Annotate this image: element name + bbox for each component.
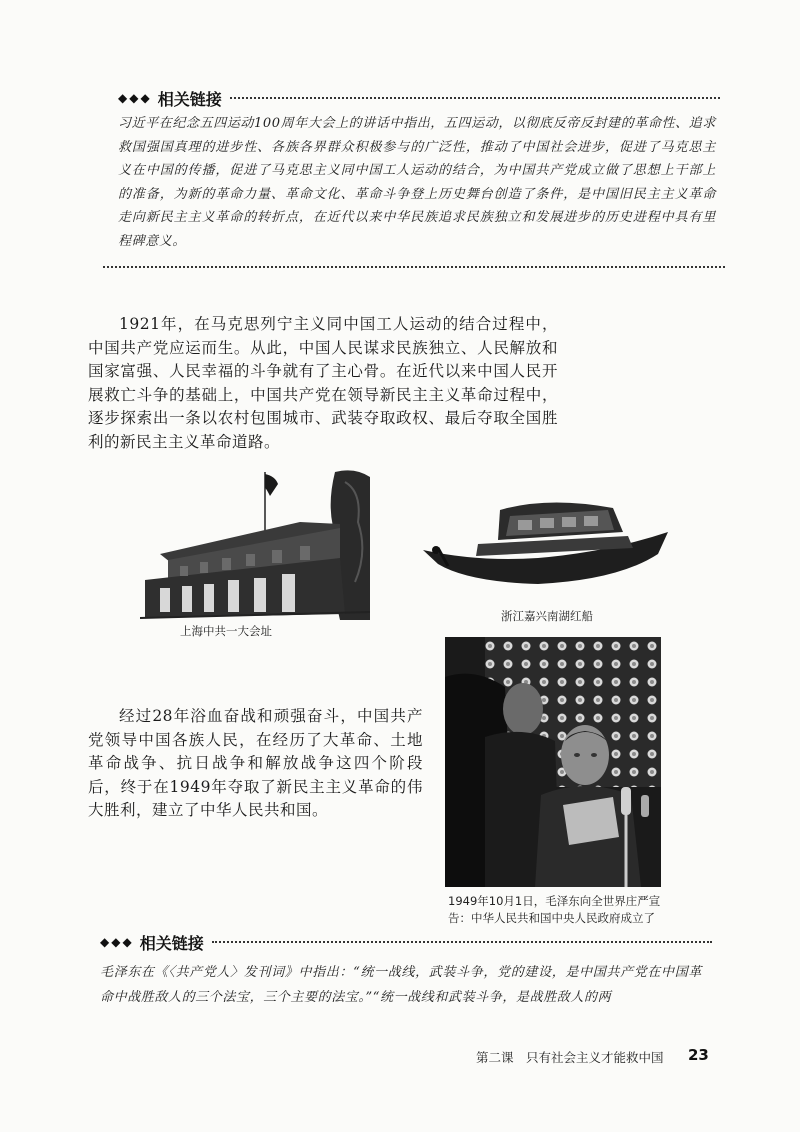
body-paragraph: 经过28年浴血奋战和顽强奋斗，中国共产党领导中国各族人民，在经历了大革命、土地革命战争、抗日战争和解放战争这四个阶段后，终于在1949年夺取了新民主主义革命的伟大胜利，建立了中华人民共和国。 xyxy=(88,707,423,820)
diamond-bullets-icon: ◆◆◆ xyxy=(100,935,134,949)
founding-ceremony-caption-line2: 告：中华人民共和国中央人民政府成立了 xyxy=(448,911,655,925)
related-link-text: 毛泽东在《〈共产党人〉发刊词》中指出：“统一战线，武装斗争，党的建设，是中国共产党在中国革命中战胜敌人的三个法宝，三个主要的法宝。”“统一战线和武装斗争，是战胜敌人的两 xyxy=(100,965,702,1005)
diamond-bullets-icon: ◆◆◆ xyxy=(118,91,152,105)
related-link-title: 相关链接 xyxy=(157,89,222,109)
founding-ceremony-photo xyxy=(445,637,661,887)
lesson-title-footer: 第二课 只有社会主义才能救中国 xyxy=(476,1050,664,1065)
body-paragraph: 1921年，在马克思列宁主义同中国工人运动的结合过程中，中国共产党应运而生。从此，中国人民谋求民族独立、人民解放和国家富强、人民幸福的斗争就有了主心骨。在近代以来中国人民开展救亡斗争的基础上，中国共产党在领导新民主主义革命过程中，逐步探索出一条以农村包围城市、武装夺取政权、最后夺取全国胜利的新民主主义革命道路。 xyxy=(88,315,558,451)
related-link-header xyxy=(118,86,720,110)
related-link-title: 相关链接 xyxy=(139,933,204,953)
red-boat-caption: 浙江嘉兴南湖红船 xyxy=(501,609,593,623)
dotted-divider xyxy=(230,97,720,99)
dotted-divider xyxy=(103,266,725,268)
shanghai-site-photo xyxy=(140,462,370,620)
page-number: 23 xyxy=(688,1046,709,1064)
shanghai-site-caption: 上海中共一大会址 xyxy=(180,624,272,638)
dotted-divider xyxy=(212,941,712,943)
related-link-header xyxy=(100,930,712,954)
red-boat-photo xyxy=(418,492,674,602)
related-link-text: 习近平在纪念五四运动100周年大会上的讲话中指出，五四运动，以彻底反帝反封建的革命性、追求救国强国真理的进步性、各族各界群众积极参与的广泛性，推动了中国社会进步，促进了马克思主义在中国的传播，促进了马克思主义同中国工人运动的结合，为中国共产党成立做了思想上干部上的准备，为新的革命力量、革命文化、革命斗争登上历史舞台创造了条件，是中国旧民主主义革命走向新民主主义革命的转折点，在近代以来中华民族追求民族独立和发展进步的历史进程中具有里程碑意义。 xyxy=(118,116,716,249)
founding-ceremony-caption-line1: 1949年10月1日，毛泽东向全世界庄严宣 xyxy=(448,894,661,908)
